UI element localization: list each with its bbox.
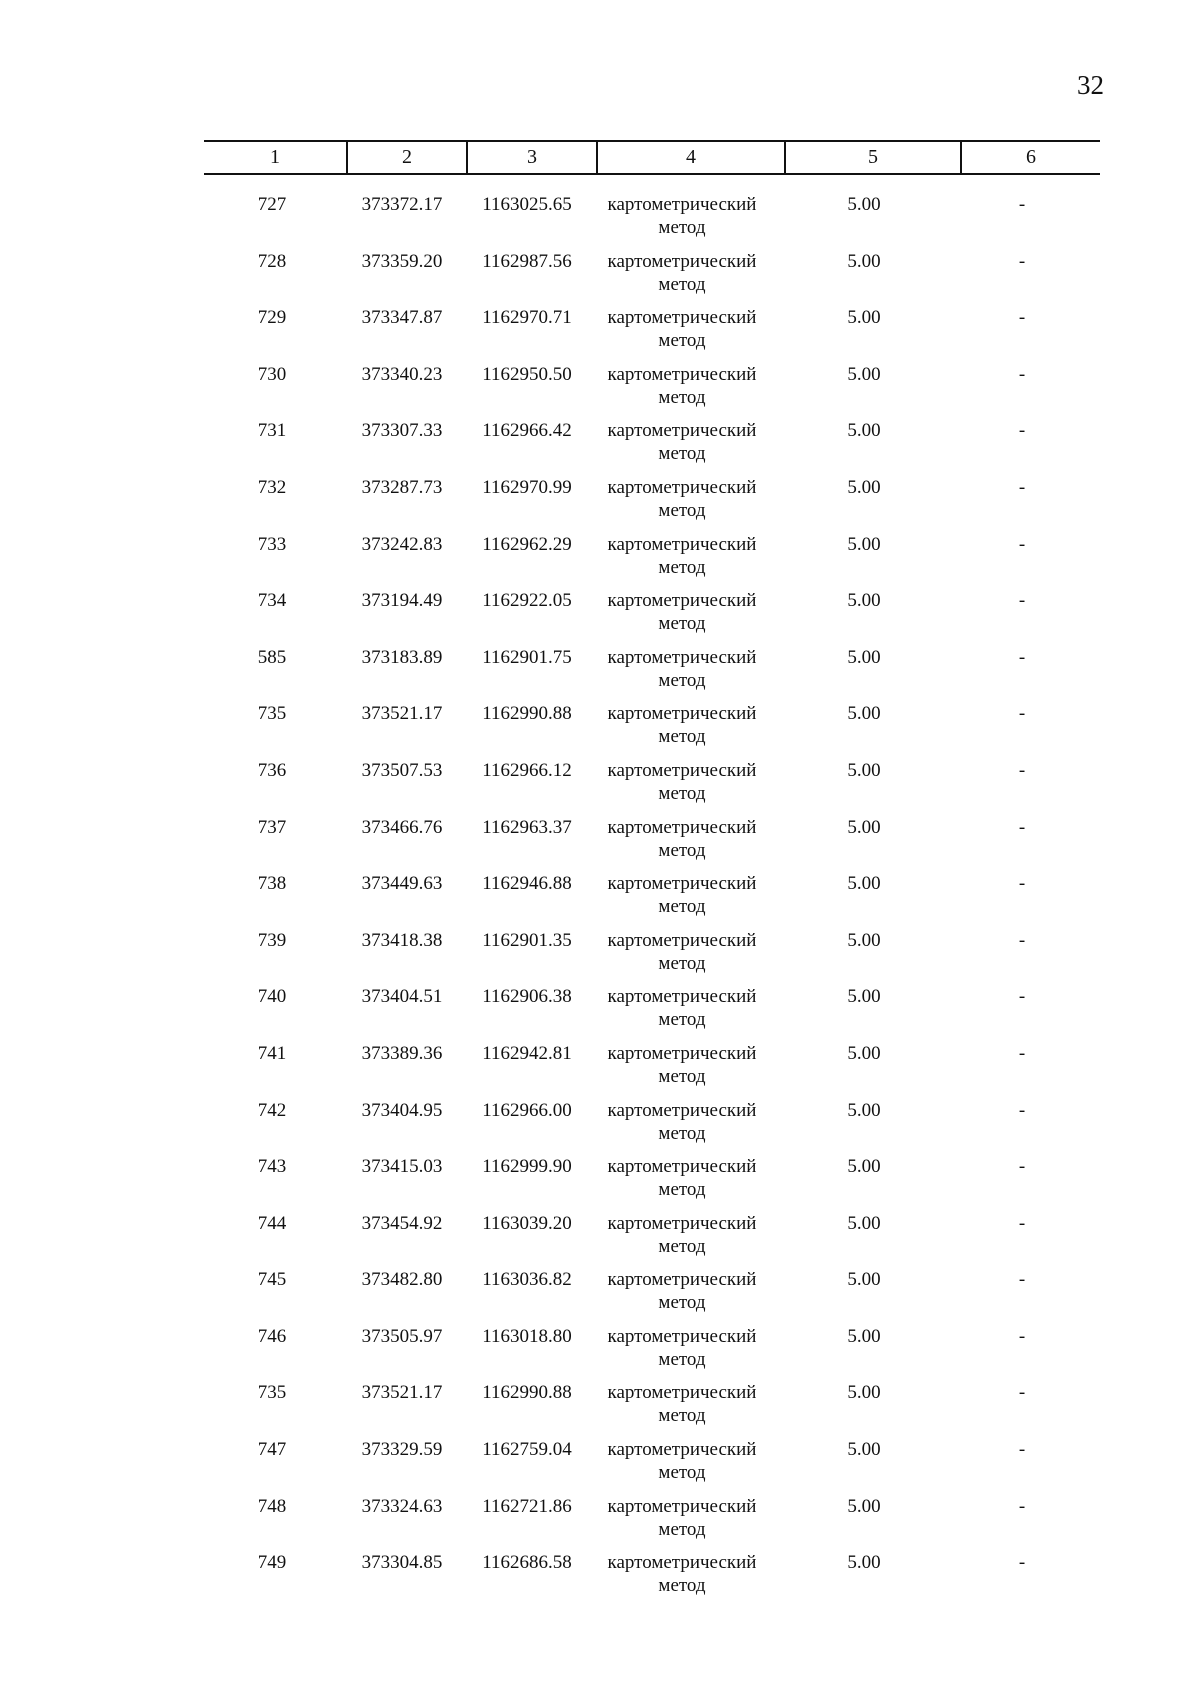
- coordinate-x: 373482.80: [361, 1269, 443, 1291]
- method-line-1: картометрический: [607, 1156, 757, 1178]
- coordinate-y: 1162950.50: [482, 363, 572, 385]
- method-line-2: метод: [658, 1235, 706, 1257]
- description-cell: -: [1018, 307, 1026, 329]
- method-line-1: картометрический: [607, 363, 757, 385]
- method-line-1: картометрический: [607, 476, 757, 498]
- method-cell: [596, 589, 768, 635]
- method-line-2: метод: [658, 273, 706, 295]
- point-number: 735: [257, 703, 287, 725]
- method-line-1: картометрический: [607, 1439, 757, 1461]
- method-line-2: метод: [658, 839, 706, 861]
- method-line-2: метод: [658, 330, 706, 352]
- coordinate-x: 373507.53: [361, 759, 443, 781]
- coordinate-y: 1163039.20: [482, 1212, 572, 1234]
- coordinate-x: 373347.87: [361, 307, 443, 329]
- table-row: [0, 1438, 1200, 1495]
- method-cell: [596, 1325, 768, 1371]
- coordinate-x: 373404.51: [361, 986, 443, 1008]
- coordinate-y: 1162686.58: [482, 1552, 572, 1574]
- point-number: 742: [257, 1099, 287, 1121]
- method-line-1: картометрический: [607, 194, 757, 215]
- accuracy-value: 5.00: [847, 250, 881, 272]
- method-line-1: картометрический: [607, 1495, 757, 1517]
- description-cell: -: [1018, 363, 1026, 385]
- description-cell: -: [1018, 929, 1026, 951]
- table-row: [0, 589, 1200, 646]
- method-line-1: картометрический: [607, 929, 757, 951]
- coordinate-x: 373194.49: [361, 590, 443, 612]
- point-number: 585: [257, 646, 287, 668]
- table-row: [0, 646, 1200, 703]
- coordinate-y: 1162922.05: [482, 590, 572, 612]
- point-number: 740: [257, 986, 287, 1008]
- accuracy-value: 5.00: [847, 1212, 881, 1234]
- method-cell: [596, 646, 768, 692]
- coordinate-x: 373505.97: [361, 1325, 443, 1347]
- point-number: 729: [257, 307, 287, 329]
- method-cell: [596, 1551, 768, 1597]
- point-number: 738: [257, 873, 287, 895]
- coordinate-x: 373304.85: [361, 1552, 443, 1574]
- method-line-2: метод: [658, 1179, 706, 1201]
- description-cell: -: [1018, 1495, 1026, 1517]
- page-number: 32: [1077, 70, 1104, 100]
- method-cell: [596, 250, 768, 296]
- coordinate-y: 1162966.12: [482, 759, 572, 781]
- accuracy-value: 5.00: [847, 873, 881, 895]
- accuracy-value: 5.00: [847, 1156, 881, 1178]
- method-cell: [596, 1381, 768, 1427]
- table-header: [204, 140, 1100, 175]
- table-row: [0, 1551, 1200, 1608]
- header-col-3: 3: [527, 146, 537, 168]
- method-line-2: метод: [658, 217, 706, 238]
- method-line-2: метод: [658, 1518, 706, 1540]
- point-number: 749: [257, 1552, 287, 1574]
- method-cell: [596, 476, 768, 522]
- coordinate-y: 1162962.29: [482, 533, 572, 555]
- method-cell: [596, 1042, 768, 1088]
- coordinate-y: 1163025.65: [482, 194, 572, 215]
- method-line-2: метод: [658, 952, 706, 974]
- table-row: [0, 759, 1200, 816]
- coordinate-y: 1162990.88: [482, 703, 572, 725]
- coordinate-y: 1162759.04: [482, 1439, 572, 1461]
- description-cell: -: [1018, 1325, 1026, 1347]
- table-body: [0, 193, 1200, 1608]
- accuracy-value: 5.00: [847, 986, 881, 1008]
- table-row: [0, 419, 1200, 476]
- coordinate-x: 373183.89: [361, 646, 443, 668]
- point-number: 737: [257, 816, 287, 838]
- accuracy-value: 5.00: [847, 1495, 881, 1517]
- description-cell: -: [1018, 590, 1026, 612]
- coordinate-x: 373307.33: [361, 420, 443, 442]
- table-row: [0, 1495, 1200, 1552]
- coordinate-x: 373521.17: [361, 703, 443, 725]
- accuracy-value: 5.00: [847, 1042, 881, 1064]
- description-cell: -: [1018, 250, 1026, 272]
- table-row: [0, 476, 1200, 533]
- description-cell: -: [1018, 1099, 1026, 1121]
- accuracy-value: 5.00: [847, 307, 881, 329]
- method-line-2: метод: [658, 782, 706, 804]
- method-line-2: метод: [658, 1009, 706, 1031]
- table-row: [0, 1268, 1200, 1325]
- coordinate-x: 373418.38: [361, 929, 443, 951]
- description-cell: -: [1018, 1269, 1026, 1291]
- point-number: 739: [257, 929, 287, 951]
- header-col-5: 5: [868, 146, 878, 168]
- method-cell: [596, 816, 768, 862]
- method-cell: [596, 193, 768, 239]
- method-line-1: картометрический: [607, 307, 757, 329]
- coordinate-x: 373454.92: [361, 1212, 443, 1234]
- point-number: 741: [257, 1042, 287, 1064]
- method-cell: [596, 702, 768, 748]
- method-cell: [596, 929, 768, 975]
- method-line-2: метод: [658, 1462, 706, 1484]
- table-row: [0, 1099, 1200, 1156]
- method-line-2: метод: [658, 1575, 706, 1597]
- point-number: 745: [257, 1269, 287, 1291]
- accuracy-value: 5.00: [847, 1325, 881, 1347]
- coordinate-y: 1162987.56: [482, 250, 572, 272]
- method-line-1: картометрический: [607, 1552, 757, 1574]
- coordinate-y: 1163036.82: [482, 1269, 572, 1291]
- method-line-2: метод: [658, 1405, 706, 1427]
- coordinate-x: 373340.23: [361, 363, 443, 385]
- table-row: [0, 533, 1200, 590]
- point-number: 735: [257, 1382, 287, 1404]
- accuracy-value: 5.00: [847, 1439, 881, 1461]
- description-cell: -: [1018, 1042, 1026, 1064]
- method-cell: [596, 1495, 768, 1541]
- description-cell: -: [1018, 1382, 1026, 1404]
- method-line-1: картометрический: [607, 590, 757, 612]
- point-number: 744: [257, 1212, 287, 1234]
- description-cell: -: [1018, 703, 1026, 725]
- method-line-1: картометрический: [607, 1042, 757, 1064]
- point-number: 743: [257, 1156, 287, 1178]
- table-row: [0, 816, 1200, 873]
- accuracy-value: 5.00: [847, 590, 881, 612]
- method-line-2: метод: [658, 1065, 706, 1087]
- method-line-1: картометрический: [607, 816, 757, 838]
- method-line-1: картометрический: [607, 873, 757, 895]
- method-cell: [596, 1438, 768, 1484]
- table-row: [0, 250, 1200, 307]
- method-line-2: метод: [658, 613, 706, 635]
- method-line-2: метод: [658, 1348, 706, 1370]
- method-line-1: картометрический: [607, 1325, 757, 1347]
- coordinate-x: 373466.76: [361, 816, 443, 838]
- point-number: 747: [257, 1439, 287, 1461]
- header-col-6: 6: [1026, 146, 1036, 168]
- method-line-1: картометрический: [607, 250, 757, 272]
- coordinate-y: 1162966.42: [482, 420, 572, 442]
- accuracy-value: 5.00: [847, 1552, 881, 1574]
- description-cell: -: [1018, 1212, 1026, 1234]
- coordinate-y: 1162970.99: [482, 476, 572, 498]
- description-cell: -: [1018, 873, 1026, 895]
- coordinate-y: 1162963.37: [482, 816, 572, 838]
- description-cell: -: [1018, 533, 1026, 555]
- method-line-2: метод: [658, 669, 706, 691]
- method-cell: [596, 1155, 768, 1201]
- method-cell: [596, 419, 768, 465]
- accuracy-value: 5.00: [847, 703, 881, 725]
- accuracy-value: 5.00: [847, 646, 881, 668]
- coordinate-y: 1163018.80: [482, 1325, 572, 1347]
- coordinate-y: 1162999.90: [482, 1156, 572, 1178]
- method-cell: [596, 363, 768, 409]
- point-number: 733: [257, 533, 287, 555]
- coordinate-x: 373521.17: [361, 1382, 443, 1404]
- method-cell: [596, 1212, 768, 1258]
- coordinate-x: 373242.83: [361, 533, 443, 555]
- coordinate-y: 1162906.38: [482, 986, 572, 1008]
- coordinate-x: 373359.20: [361, 250, 443, 272]
- point-number: 732: [257, 476, 287, 498]
- header-col-2: 2: [402, 146, 412, 168]
- table-row: [0, 306, 1200, 363]
- method-cell: [596, 759, 768, 805]
- point-number: 730: [257, 363, 287, 385]
- coordinate-x: 373415.03: [361, 1156, 443, 1178]
- accuracy-value: 5.00: [847, 1382, 881, 1404]
- method-line-1: картометрический: [607, 646, 757, 668]
- description-cell: -: [1018, 194, 1026, 215]
- description-cell: -: [1018, 476, 1026, 498]
- description-cell: -: [1018, 420, 1026, 442]
- method-line-2: метод: [658, 443, 706, 465]
- coordinate-y: 1162942.81: [482, 1042, 572, 1064]
- coordinate-y: 1162966.00: [482, 1099, 572, 1121]
- accuracy-value: 5.00: [847, 476, 881, 498]
- description-cell: -: [1018, 816, 1026, 838]
- method-cell: [596, 872, 768, 918]
- method-cell: [596, 533, 768, 579]
- accuracy-value: 5.00: [847, 533, 881, 555]
- table-row: [0, 363, 1200, 420]
- table-row: [0, 1381, 1200, 1438]
- coordinate-y: 1162721.86: [482, 1495, 572, 1517]
- coordinate-x: 373389.36: [361, 1042, 443, 1064]
- description-cell: -: [1018, 759, 1026, 781]
- accuracy-value: 5.00: [847, 420, 881, 442]
- table-row: [0, 1155, 1200, 1212]
- coordinate-x: 373404.95: [361, 1099, 443, 1121]
- accuracy-value: 5.00: [847, 759, 881, 781]
- table-row: [0, 1212, 1200, 1269]
- method-line-1: картометрический: [607, 759, 757, 781]
- method-line-1: картометрический: [607, 1269, 757, 1291]
- description-cell: -: [1018, 986, 1026, 1008]
- method-line-2: метод: [658, 1292, 706, 1314]
- description-cell: -: [1018, 646, 1026, 668]
- description-cell: -: [1018, 1439, 1026, 1461]
- method-line-2: метод: [658, 1122, 706, 1144]
- point-number: 734: [257, 590, 287, 612]
- method-line-1: картометрический: [607, 1382, 757, 1404]
- method-cell: [596, 306, 768, 352]
- accuracy-value: 5.00: [847, 1099, 881, 1121]
- point-number: 731: [257, 420, 287, 442]
- method-line-1: картометрический: [607, 533, 757, 555]
- coordinate-y: 1162946.88: [482, 873, 572, 895]
- point-number: 736: [257, 759, 287, 781]
- method-line-1: картометрический: [607, 703, 757, 725]
- method-line-2: метод: [658, 386, 706, 408]
- coordinate-x: 373324.63: [361, 1495, 443, 1517]
- method-line-1: картометрический: [607, 420, 757, 442]
- method-line-2: метод: [658, 896, 706, 918]
- coordinate-x: 373372.17: [361, 194, 443, 215]
- table-row: [0, 702, 1200, 759]
- table-row: [0, 985, 1200, 1042]
- table-row: [0, 872, 1200, 929]
- accuracy-value: 5.00: [847, 363, 881, 385]
- table-row: [0, 1325, 1200, 1382]
- method-cell: [596, 1099, 768, 1145]
- accuracy-value: 5.00: [847, 1269, 881, 1291]
- point-number: 748: [257, 1495, 287, 1517]
- table-row: [0, 193, 1200, 250]
- coordinate-y: 1162901.35: [482, 929, 572, 951]
- header-col-4: 4: [686, 146, 696, 168]
- coordinate-x: 373329.59: [361, 1439, 443, 1461]
- method-cell: [596, 985, 768, 1031]
- accuracy-value: 5.00: [847, 194, 881, 215]
- method-line-2: метод: [658, 726, 706, 748]
- header-col-1: 1: [270, 146, 280, 168]
- method-line-2: метод: [658, 556, 706, 578]
- accuracy-value: 5.00: [847, 816, 881, 838]
- description-cell: -: [1018, 1552, 1026, 1574]
- coordinate-x: 373449.63: [361, 873, 443, 895]
- point-number: 746: [257, 1325, 287, 1347]
- description-cell: -: [1018, 1156, 1026, 1178]
- point-number: 728: [257, 250, 287, 272]
- coordinate-y: 1162901.75: [482, 646, 572, 668]
- coordinate-y: 1162990.88: [482, 1382, 572, 1404]
- method-cell: [596, 1268, 768, 1314]
- method-line-1: картометрический: [607, 1099, 757, 1121]
- method-line-1: картометрический: [607, 1212, 757, 1234]
- point-number: 727: [257, 194, 287, 215]
- method-line-2: метод: [658, 499, 706, 521]
- table-row: [0, 1042, 1200, 1099]
- method-line-1: картометрический: [607, 986, 757, 1008]
- accuracy-value: 5.00: [847, 929, 881, 951]
- table-row: [0, 929, 1200, 986]
- coordinate-x: 373287.73: [361, 476, 443, 498]
- coordinate-y: 1162970.71: [482, 307, 572, 329]
